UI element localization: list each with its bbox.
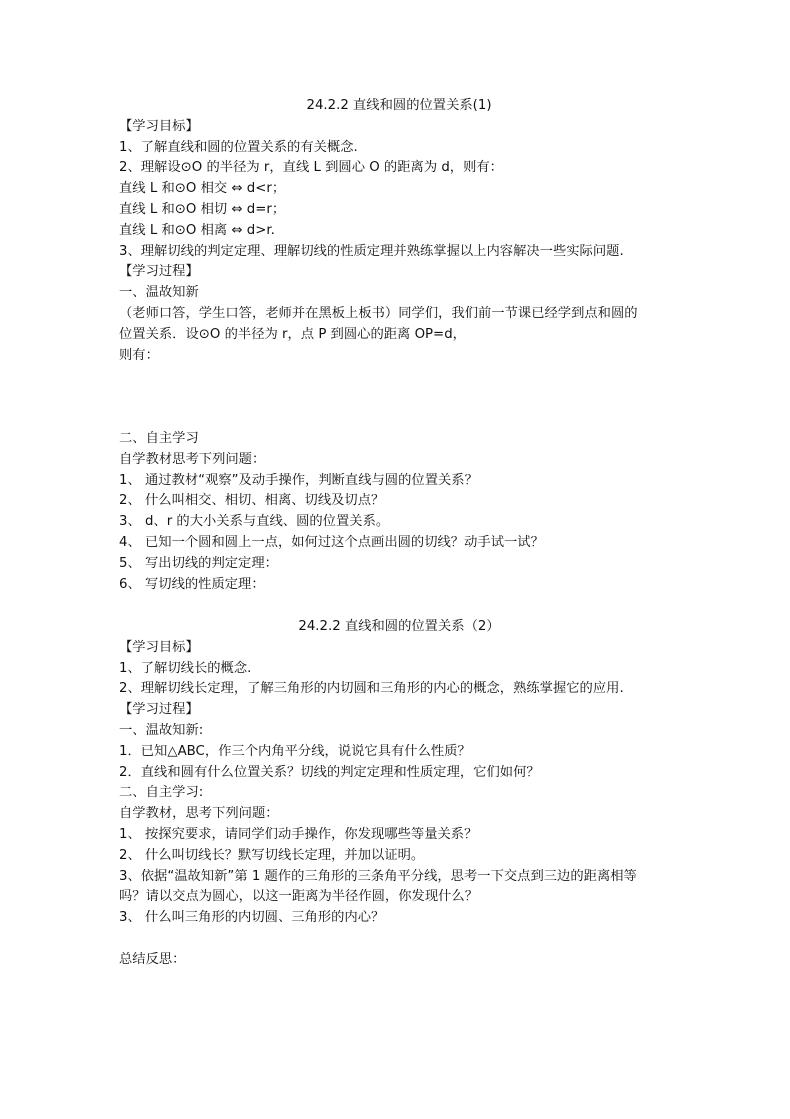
section-1-title: 24.2.2 直线和圆的位置关系(1) — [306, 98, 492, 113]
objective-line: 1、了解直线和圆的位置关系的有关概念. — [119, 139, 358, 155]
objective-line: 1、了解切线长的概念. — [119, 660, 252, 676]
self-study-intro: 自学教材，思考下列问题： — [119, 806, 279, 822]
section-2 — [119, 617, 679, 971]
question-line: 2、 什么叫切线长？默写切线长定理，并加以证明。 — [119, 847, 425, 863]
objective-line: 3、理解切线的判定定理、理解切线的性质定理并熟练掌握以上内容解决一些实际问题. — [119, 243, 624, 259]
question-line: 5、 写出切线的判定定理： — [119, 555, 278, 571]
question-line: 3、依据“温故知新”第 1 题作的三角形的三条角平分线，思考一下交点到三边的距离相等 — [119, 868, 637, 884]
review-text: 则有： — [119, 347, 159, 363]
question-line: 1、 通过教材“观察”及动手操作，判断直线与圆的位置关系？ — [119, 472, 478, 488]
self-study-heading: 二、自主学习: — [119, 785, 204, 801]
objective-line: 2、理解切线长定理，了解三角形的内切圆和三角形的内心的概念，熟练掌握它的应用. — [119, 681, 624, 697]
question-line: 1、 按探究要求，请同学们动手操作，你发现哪些等量关系？ — [119, 826, 478, 842]
question-line: 4、 已知一个圆和圆上一点，如何过这个点画出圆的切线？动手试一试？ — [119, 534, 544, 550]
review-item: 2．直线和圆有什么位置关系？切线的判定定理和性质定理，它们如何？ — [119, 764, 540, 780]
objective-line: 直线 L 和⊙O 相交 ⇔ d<r； — [119, 181, 286, 197]
section-2-title: 24.2.2 直线和圆的位置关系（2） — [298, 619, 500, 634]
objective-line: 2、理解设⊙O 的半径为 r，直线 L 到圆心 O 的距离为 d，则有： — [119, 160, 503, 176]
review-text: 位置关系．设⊙O 的半径为 r，点 P 到圆心的距离 OP=d， — [119, 326, 466, 342]
review-item: 1．已知△ABC，作三个内角平分线，说说它具有什么性质？ — [119, 743, 471, 759]
question-line: 2、 什么叫相交、相切、相离、切线及切点？ — [119, 493, 385, 509]
review-heading: 一、温故知新 — [119, 285, 199, 301]
self-study-intro: 自学教材思考下列问题： — [119, 451, 266, 467]
self-study-heading: 二、自主学习 — [119, 431, 199, 446]
objectives-heading: 【学习目标】 — [119, 639, 199, 655]
objectives-heading: 【学习目标】 — [119, 118, 199, 134]
spacer — [119, 929, 679, 950]
question-line: 吗？请以交点为圆心，以这一距离为半径作圆，你发现什么？ — [119, 889, 479, 905]
objective-line: 直线 L 和⊙O 相离 ⇔ d>r. — [119, 222, 275, 238]
process-heading: 【学习过程】 — [119, 264, 199, 280]
review-heading: 一、温故知新: — [119, 722, 204, 738]
section-1 — [119, 96, 679, 366]
summary-heading: 总结反思： — [119, 951, 186, 967]
review-text: （老师口答，学生口答，老师并在黑板上板书）同学们，我们前一节课已经学到点和圆的 — [119, 305, 638, 321]
section-1-self-study — [119, 429, 679, 595]
question-line: 6、 写切线的性质定理： — [119, 576, 265, 592]
question-line: 3、 d、r 的大小关系与直线、圆的位置关系。 — [119, 514, 390, 530]
objective-line: 直线 L 和⊙O 相切 ⇔ d=r； — [119, 201, 286, 217]
process-heading: 【学习过程】 — [119, 702, 199, 718]
question-line: 3、 什么叫三角形的内切圆、三角形的内心？ — [119, 910, 385, 926]
